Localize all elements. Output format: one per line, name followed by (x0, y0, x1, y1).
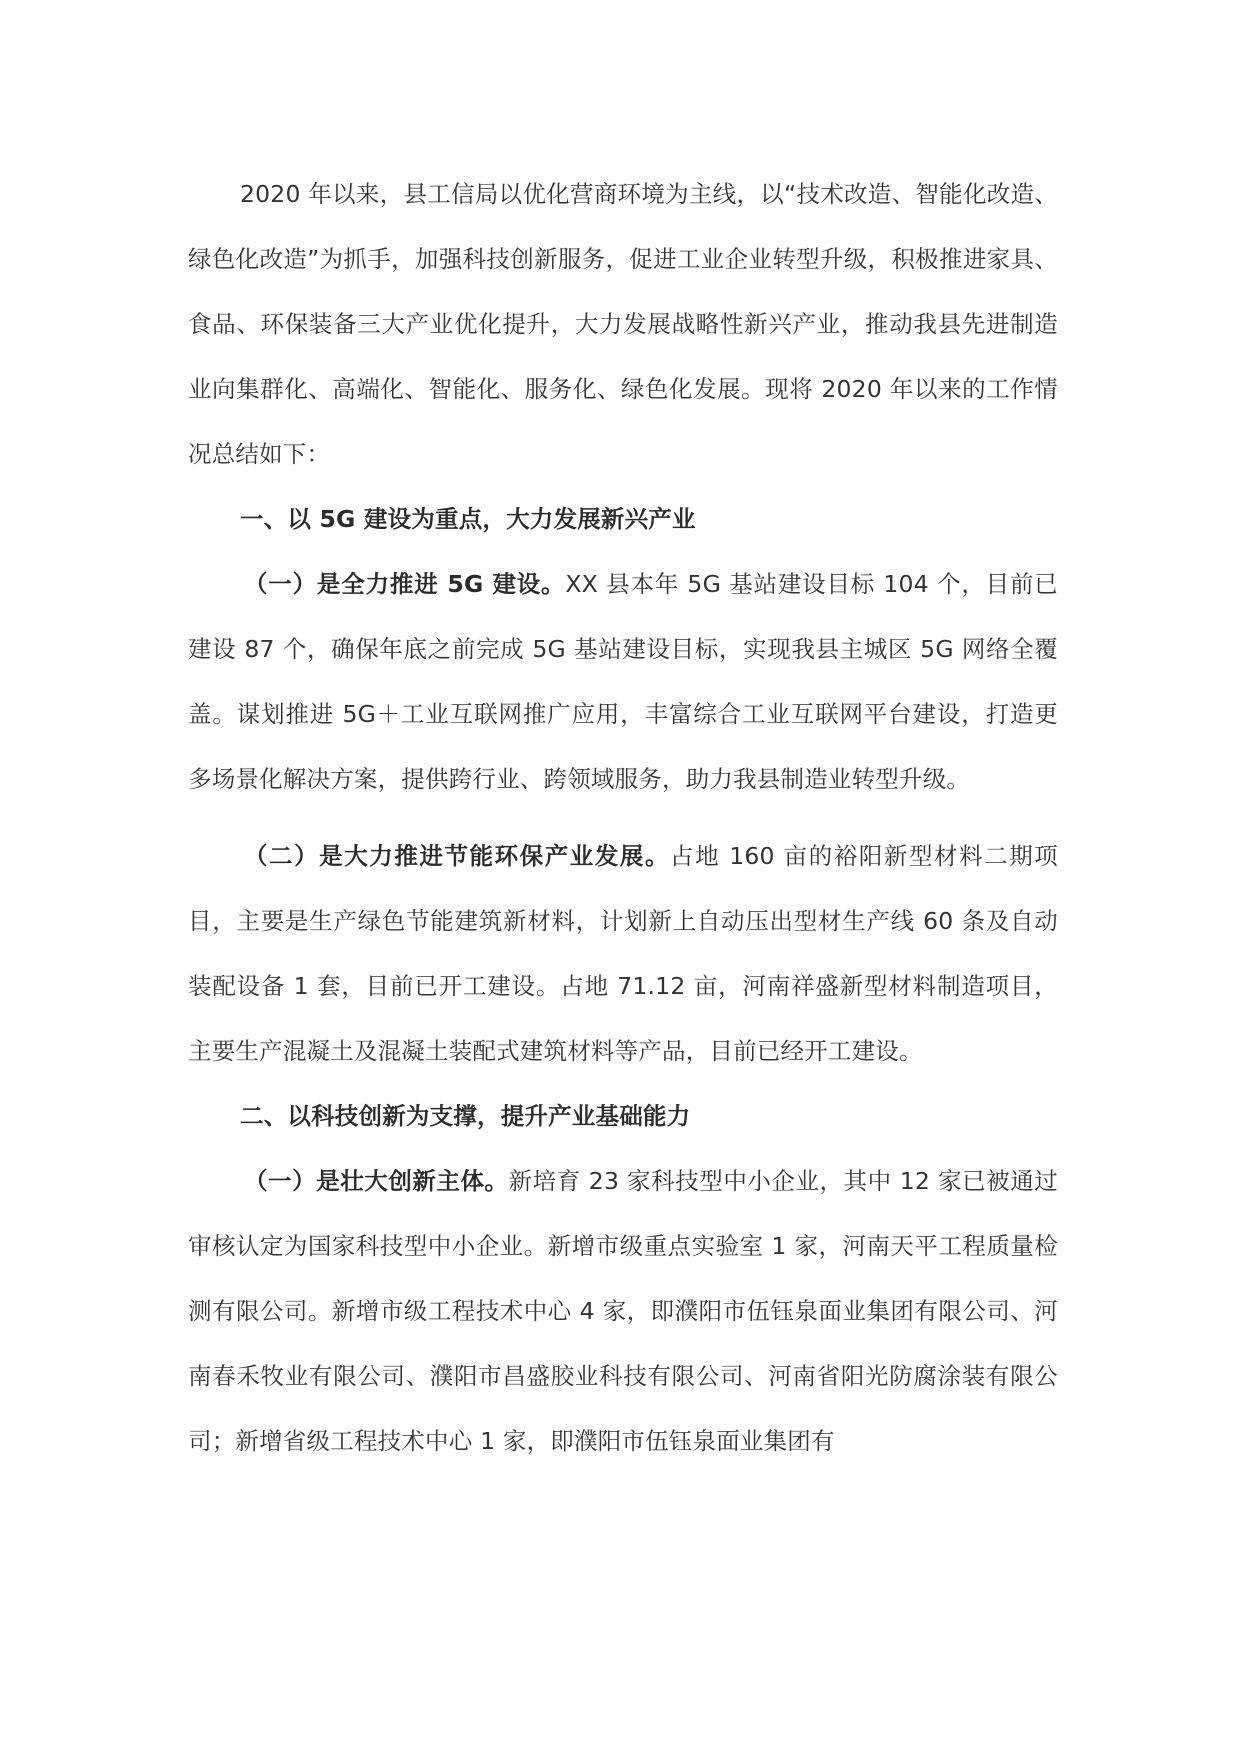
subsection-lead: （二）是大力推进节能环保产业发展。 (244, 842, 671, 870)
subsection-energy-saving (188, 824, 1058, 1084)
subsection-5g-construction (188, 552, 1058, 812)
section-heading-1: 一、以 5G 建设为重点，大力发展新兴产业 (240, 505, 696, 533)
subsection-text: 新培育 23 家科技型中小企业，其中 12 家已被通过审核认定为国家科技型中小企业。新增市级重点实验室 1 家，河南天平工程质量检测有限公司。新增市级工程技术中心 4 家，即濮阳市伍钰泉面业集团有限公司、河南春禾牧业有限公司、濮阳市昌盛胶业科技有限公司、河南省阳光防腐涂装有限公司；新增省级工程技术中心 1 家，即濮阳市伍钰泉面业集团有 (188, 1167, 1058, 1455)
section-heading-2: 二、以科技创新为支撑，提升产业基础能力 (240, 1102, 691, 1130)
subsection-lead: （一）是壮大创新主体。 (244, 1167, 509, 1195)
document-body (188, 162, 1058, 1474)
subsection-text: XX 县本年 5G 基站建设目标 104 个，目前已建设 87 个，确保年底之前完成 5G 基站建设目标，实现我县主城区 5G 网络全覆盖。谋划推进 5G＋工业互联网推广应用，丰富综合工业互联网平台建设，打造更多场景化解决方案，提供跨行业、跨领域服务，助力我县制造业转型升级。 (188, 570, 1058, 793)
subsection-innovation-entities (188, 1149, 1058, 1474)
subsection-lead: （一）是全力推进 5G 建设。 (244, 570, 566, 598)
subsection-text: 占地 160 亩的裕阳新型材料二期项目，主要是生产绿色节能建筑新材料，计划新上自动压出型材生产线 60 条及自动装配设备 1 套，目前已开工建设。占地 71.12 亩，河南祥盛新型材料制造项目，主要生产混凝土及混凝土装配式建筑材料等产品，目前已经开工建设。 (188, 842, 1058, 1065)
intro-paragraph: 2020 年以来，县工信局以优化营商环境为主线，以“技术改造、智能化改造、绿色化改造”为抓手，加强科技创新服务，促进工业企业转型升级，积极推进家具、食品、环保装备三大产业优化提升，大力发展战略性新兴产业，推动我县先进制造业向集群化、高端化、智能化、服务化、绿色化发展。现将 2020 年以来的工作情况总结如下： (188, 180, 1058, 468)
